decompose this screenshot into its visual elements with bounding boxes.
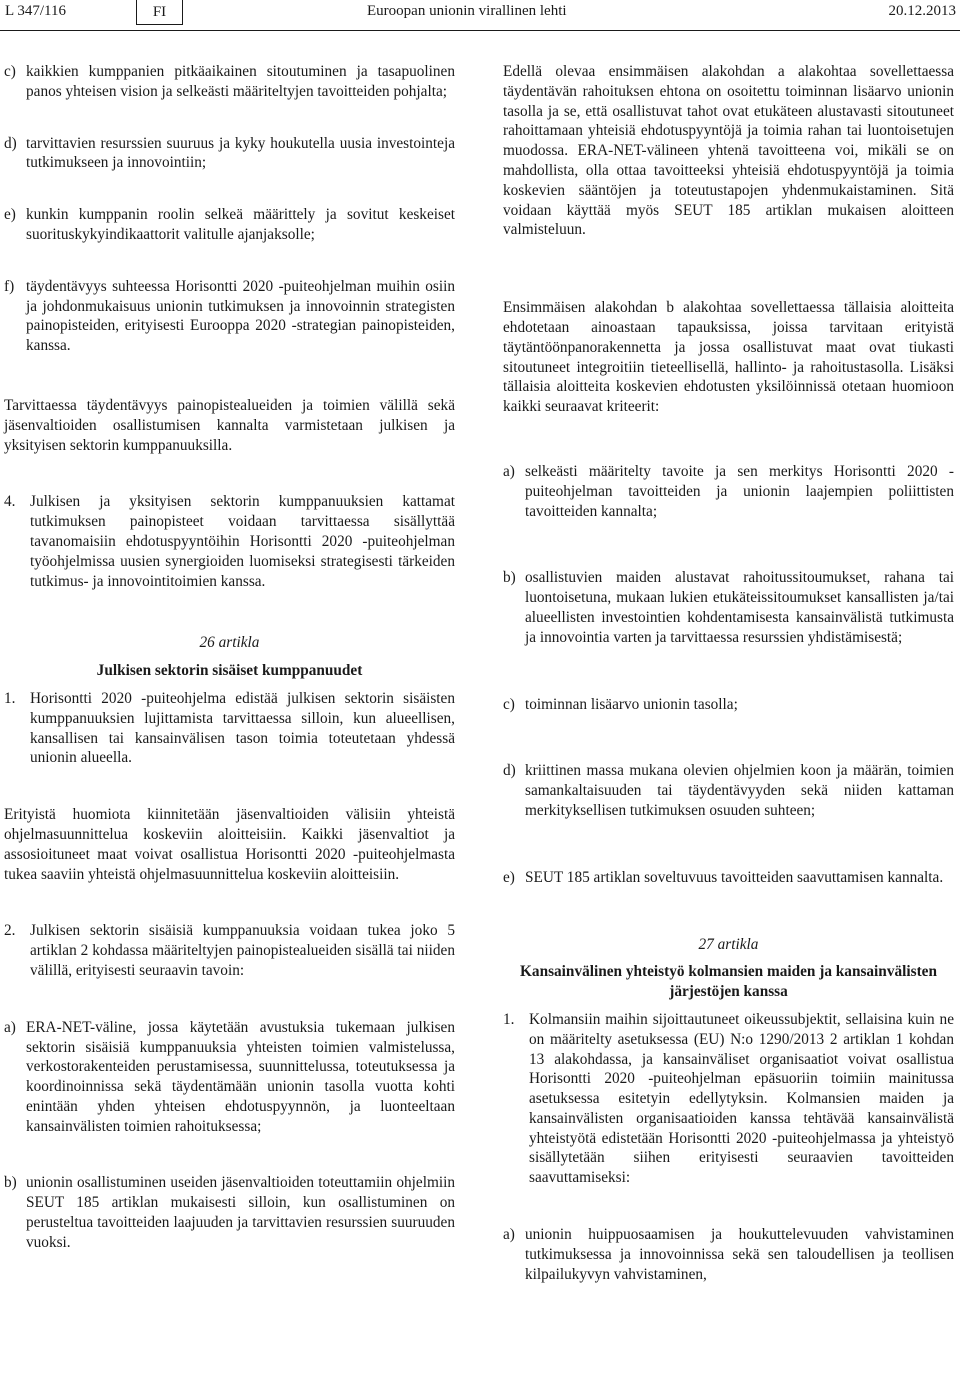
paragraph-number: 1. bbox=[4, 689, 16, 707]
list-label: d) bbox=[4, 134, 17, 152]
list-item-a-eranet bbox=[4, 1018, 455, 1137]
journal-title: Euroopan unionin virallinen lehti bbox=[367, 3, 567, 19]
paragraph-text: Horisontti 2020 -puiteohjelma edistää julkisen sektorin sisäisten kumppanuuksien lujittamista tarvittaessa silloin, kun alueellisen, kansallisen tai kansainvälisen tason toimia toteutetaan yhdessä unionin alueella. bbox=[30, 689, 455, 767]
criteria-item-a bbox=[503, 462, 954, 521]
list-text: osallistuvien maiden alustavat rahoitussitoumukset, rahana tai luontoisetuna, mukaan lukien etukäteissitoumukset kansallisten ja/tai alueellisten investointien kohdentamisesta kansainvälistä tutkimusta ja innovointia varten ja tarvittaessa resurssien yhdistämisestä; bbox=[525, 569, 954, 646]
criteria-item-c bbox=[503, 695, 954, 715]
list-label: d) bbox=[503, 762, 516, 780]
list-item-b-art185 bbox=[4, 1173, 455, 1252]
list-text: SEUT 185 artiklan soveltuvuus tavoitteiden saavuttamisen kannalta. bbox=[525, 868, 944, 886]
publication-date: 20.12.2013 bbox=[888, 3, 956, 19]
paragraph-text: Julkisen sektorin sisäisiä kumppanuuksia voidaan tukea joko 5 artiklan 2 kohdassa määriteltyjen painopistealueiden sisällä tai niiden välillä, erityisesti seuraavin tavoin: bbox=[30, 922, 455, 979]
list-text: kriittinen massa mukana olevien ohjelmien koon ja määrän, toimien samankaltaisuuden tai täydentävyyden sekä niiden kattaman merkityksellisen tutkimuksen osuuden suhteen; bbox=[525, 762, 954, 819]
list-item-e bbox=[4, 205, 455, 245]
list-label: c) bbox=[503, 695, 515, 713]
paragraph-number: 1. bbox=[503, 1010, 515, 1028]
list-text: tarvittavien resurssien suuruus ja kyky houkutella uusia investointeja tutkimukseen ja innovointiin; bbox=[26, 134, 455, 172]
list-text: unionin huippuosaamisen ja houkuttelevuuden vahvistaminen tutkimuksessa ja innovoinnissa sekä sen taloudellisen ja teollisen kilpailukyvyn vahvistaminen, bbox=[525, 1226, 954, 1283]
paragraph-eranet-conditions: Edellä olevaa ensimmäisen alakohdan a alakohtaa sovellettaessa täydentävän rahoituksen ehtona on osoitettu toiminnan lisäarvo unionin tasolla ja se, että osallistuvat tahot ovat etukäteen alustavasti sitoutuneet rahoittamaan yhteisiä ehdotuspyyntöjä ja toimia rahan tai luontoisetujen muodossa. ERA-NET-välineen yhtenä tavoitteena voi, mikäli se on mahdollista, olla ottaa tavoitteeksi yhteisiä ehdotuspyyntöjä ja toimia koskevien sääntöjen ja toteutustapojen yhdenmukaistaminen. Sitä voidaan käyttää myös SEUT 185 artiklan mukaisen aloitteen valmisteluun. bbox=[503, 63, 954, 239]
left-column bbox=[4, 62, 455, 1253]
language-code-box: FI bbox=[136, 0, 183, 25]
criteria-item-b bbox=[503, 568, 954, 647]
list-item-c bbox=[4, 62, 455, 102]
list-text: täydentävyys suhteessa Horisontti 2020 -puiteohjelman muihin osiin ja johdonmukaisuus unionin tutkimuksen ja innovoinnin strategisten painopisteiden, erityisesti Eurooppa 2020 -strategian painopisteiden, kanssa. bbox=[26, 277, 455, 355]
criteria-item-d bbox=[503, 761, 954, 820]
article-27-title: Kansainvälinen yhteistyö kolmansien maiden ja kansainvälisten järjestöjen kanssa bbox=[520, 963, 937, 1001]
criteria-item-e bbox=[503, 868, 954, 888]
list-label: e) bbox=[503, 868, 515, 886]
list-text: toiminnan lisäarvo unionin tasolla; bbox=[525, 695, 738, 713]
list-label: b) bbox=[503, 569, 516, 587]
list-label: f) bbox=[4, 277, 15, 295]
list-label: a) bbox=[4, 1018, 16, 1036]
paragraph-joint-programming: Erityistä huomiota kiinnitetään jäsenvaltioiden välisiin yhteistä ohjelmasuunnittelua koskeviin aloitteisiin. Kaikki jäsenvaltiot ja assosioituneet maat voivat osallistua Horisontti 2020 -puiteohjelmasta tukea saaviin yhteistä ohjelmasuunnittelua koskeviin aloitteisiin. bbox=[4, 806, 455, 883]
paragraph-number: 2. bbox=[4, 922, 16, 940]
article-27-paragraph-1 bbox=[503, 1010, 954, 1188]
list-text: kaikkien kumppanien pitkäaikainen sitoutuminen ja tasapuolinen panos yhteisen vision ja selkeästi määriteltyjen tavoitteiden pohjalta; bbox=[26, 63, 455, 100]
paragraph-text: Kolmansiin maihin sijoittautuneet oikeussubjektit, sellaisina kuin ne on määritelty asetuksessa (EU) N:o 1290/2013 2 artiklan 1 kohdan 13 alakohdassa, ja kansainväliset organisaatiot voivat osallistua Horisontti 2020 -puiteohjelman epäsuoriin toimiin mainitussa asetuksessa esitetyin edellytyksin. Kolmansien maiden ja kansainvälisten organisaatioiden kanssa tehtävää kansainvälistä yhteistyötä edistetään Horisontti 2020 -puiteohjelmassa ja yhteistyö sisällytetään siihen erityisesti seuraavien tavoitteiden saavuttamiseksi: bbox=[529, 1010, 954, 1187]
right-column bbox=[503, 62, 954, 1284]
paragraph-complementarity: Tarvittaessa täydentävyys painopistealueiden ja toimien välillä sekä jäsenvaltioiden osallistumisen kannalta varmistetaan julkisen ja yksityisen sektorin kumppanuuksilla. bbox=[4, 396, 455, 454]
list-text: unionin osallistuminen useiden jäsenvaltioiden toteuttamiin ohjelmiin SEUT 185 artiklan mukaisesti silloin, kun osallistuminen on perusteltua tavoitteiden laajuuden ja tarvittavien resurssien suuruuden vuoksi. bbox=[26, 1174, 455, 1251]
paragraph-number: 4. bbox=[4, 493, 16, 511]
paragraph-4 bbox=[4, 492, 455, 591]
list-label: a) bbox=[503, 462, 515, 480]
list-item-f bbox=[4, 277, 455, 356]
journal-header bbox=[0, 0, 960, 31]
list-item-d bbox=[4, 134, 455, 174]
list-text: ERA-NET-väline, jossa käytetään avustuksia tukemaan julkisen sektorin sisäisiä kumppanuuksia yhteisten toimien valmistelussa, verkostorakenteiden perustamisessa, suunnittelussa, toteutuksessa ja koordinoinnissa sekä täydentämään unionin tasolla vuotta kohti enintään yhden yhteisen ehdotuspyynnön, ja luonteeltaan kansainvälisten toimien rahoituksessa; bbox=[26, 1018, 455, 1135]
objective-item-a bbox=[503, 1225, 954, 1284]
paragraph-text: Julkisen ja yksityisen sektorin kumppanuuksien kattamat tutkimuksen painopisteet voidaan tarvittaessa sisällyttää tavanomaisiin ehdotuspyyntöihin Horisontti 2020 -puiteohjelman työohjelmissa uusien synergioiden luomiseksi strategisesti tärkeiden tutkimus- ja innovointitoimien kanssa. bbox=[30, 493, 455, 590]
list-label: e) bbox=[4, 206, 16, 224]
list-label: a) bbox=[503, 1226, 515, 1244]
article-26-paragraph-1 bbox=[4, 689, 455, 768]
article-26-title: Julkisen sektorin sisäiset kumppanuudet bbox=[96, 662, 363, 680]
list-text: selkeästi määritelty tavoite ja sen merkitys Horisontti 2020 -puiteohjelman tavoitteiden ja unionin laajempien poliittisten tavoitteiden kannalta; bbox=[525, 462, 954, 520]
list-text: kunkin kumppanin roolin selkeä määrittely ja sovitut keskeiset suorituskykyindikaattorit valitulle ajanjaksolle; bbox=[26, 206, 455, 243]
article-26-paragraph-2 bbox=[4, 921, 455, 980]
page-reference: L 347/116 bbox=[5, 3, 66, 19]
article-26-number: 26 artikla bbox=[199, 634, 260, 652]
article-27-number: 27 artikla bbox=[698, 935, 759, 953]
paragraph-art185-criteria: Ensimmäisen alakohdan b alakohtaa sovellettaessa tällaisia aloitteita ehdotetaan ainoastaan tapauksissa, joissa tarvitaan erityistä täytäntöönpanorakennetta ja jossa osallistuvat maat ovat tiukasti sitoutuneet integroitiin tieteellisellä, hallinto- ja rahoitustasolla. Lisäksi tällaisia aloitteita koskevien ehdotusten yksilöinnissä otetaan huomioon kaikki seuraavat kriteerit: bbox=[503, 299, 954, 416]
list-label: c) bbox=[4, 63, 16, 80]
list-label: b) bbox=[4, 1174, 17, 1192]
